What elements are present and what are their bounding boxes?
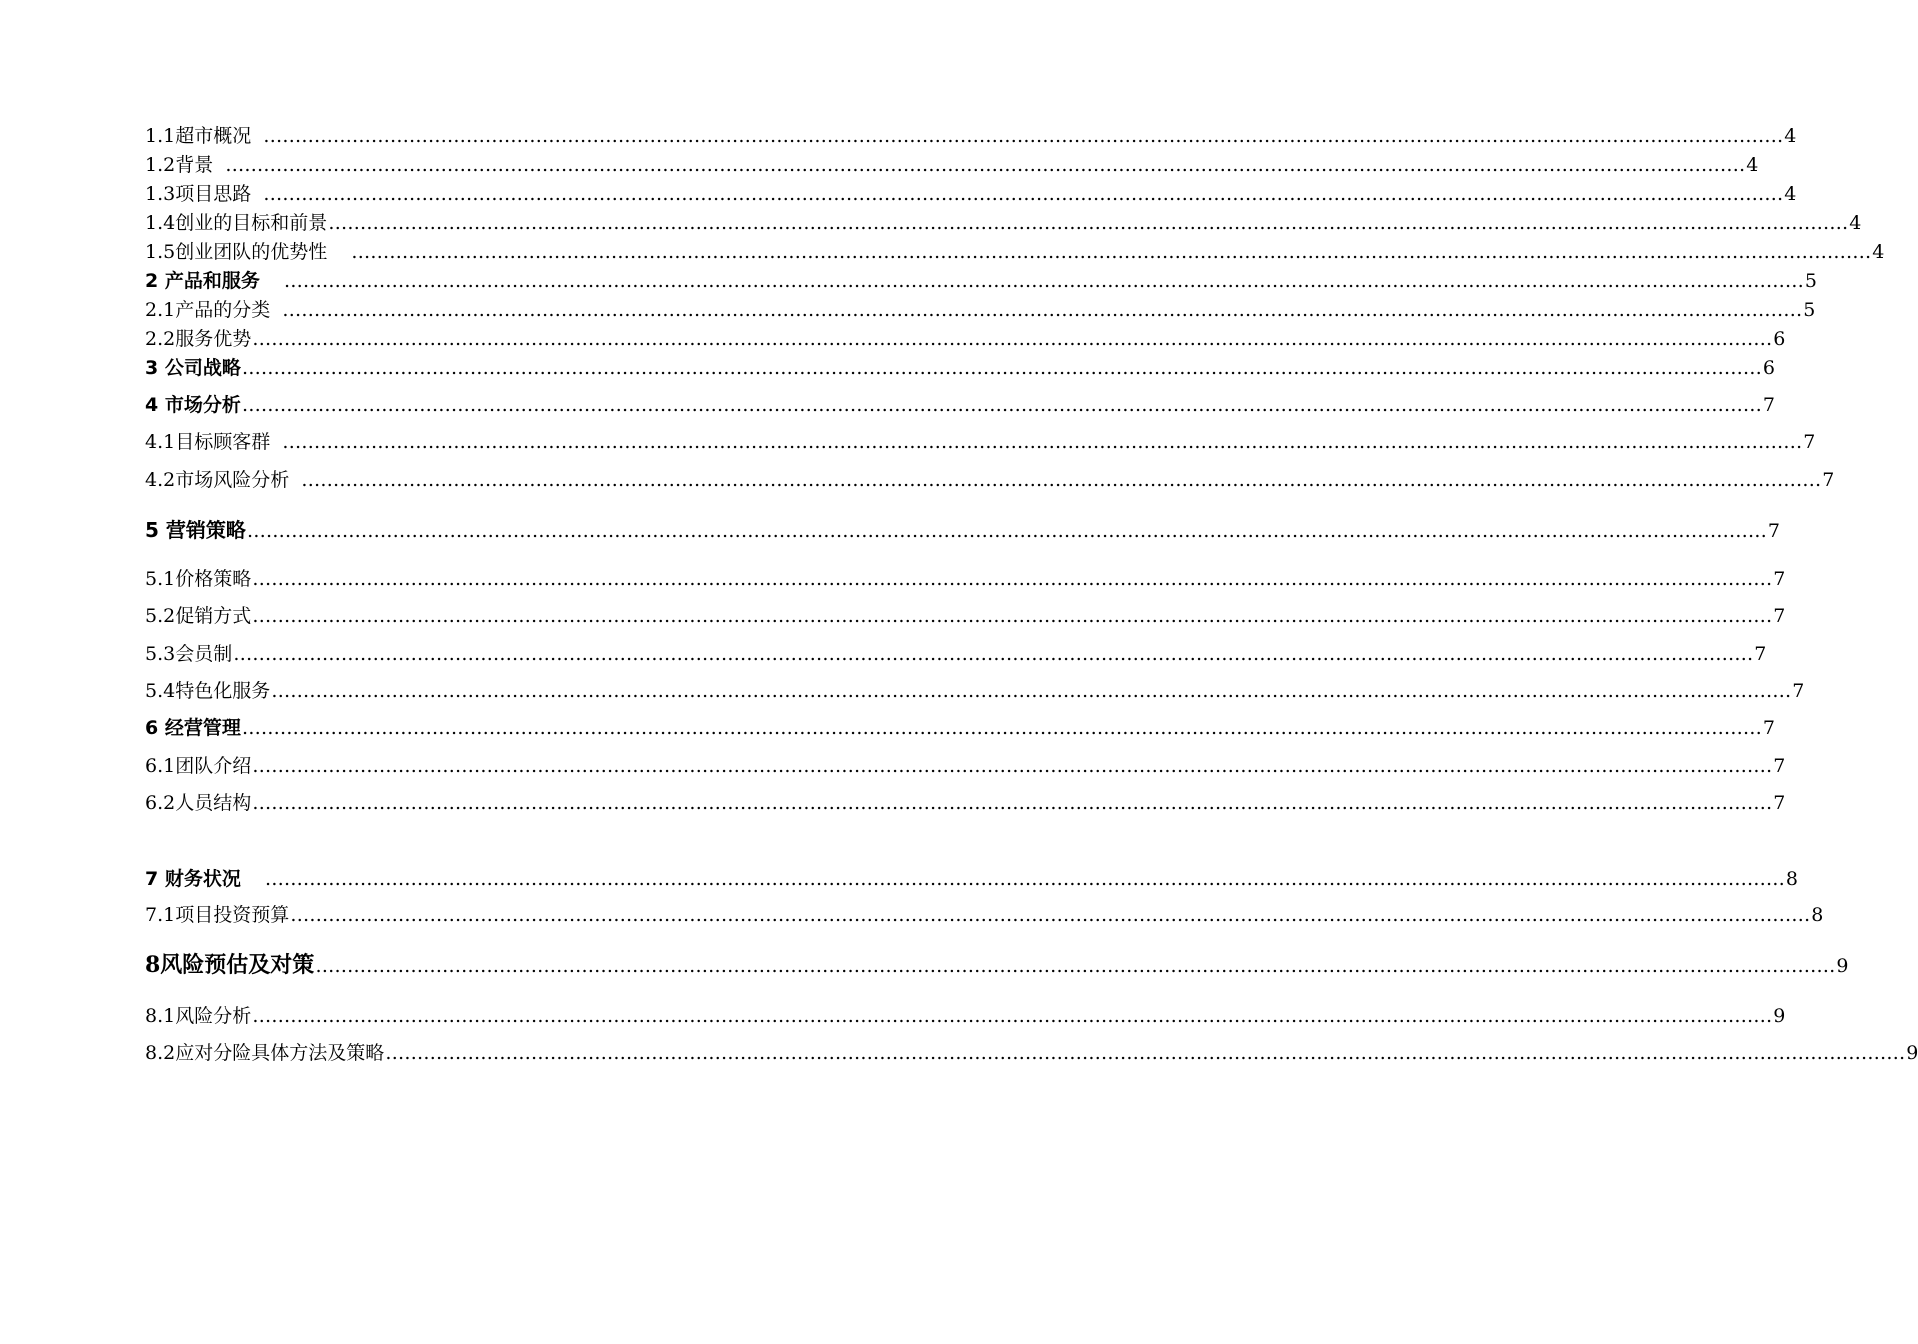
dot-leader: …………………………………………………………………………………………………………………………………………………………………………………………………………………… [283,270,1804,292]
toc-entry-label: 6.2人员结构 [145,792,252,814]
dot-leader: …………………………………………………………………………………………………………………………………………………………………………………………………………………… [241,717,1762,739]
dot-leader: …………………………………………………………………………………………………………………………………………………………………………………………………………………… [252,328,1773,350]
toc-entry-label: 2.2服务优势 [145,328,252,350]
toc-entry-page: 7 [1773,755,1786,777]
toc-entry-page: 7 [1762,717,1775,739]
toc-entry-8[interactable] [145,952,1849,978]
toc-entry-page: 4 [1784,125,1797,147]
toc-entry-label: 3 公司战略 [145,357,241,379]
toc-entry-label: 1.4创业的目标和前景 [145,212,328,234]
dot-leader: …………………………………………………………………………………………………………………………………………………………………………………………………………………… [385,1042,1906,1064]
dot-leader: …………………………………………………………………………………………………………………………………………………………………………………………………………………… [263,183,1784,205]
toc-entry-page: 7 [1792,680,1805,702]
toc-entry-page: 5 [1804,270,1817,292]
toc-entry-1-2[interactable] [145,153,1759,177]
toc-entry-page: 8 [1785,868,1798,890]
toc-entry-5-4[interactable] [145,679,1805,703]
toc-entry-label: 1.5创业团队的优势性 [145,241,328,263]
toc-entry-page: 7 [1754,643,1767,665]
dot-leader: …………………………………………………………………………………………………………………………………………………………………………………………………………………… [282,299,1803,321]
toc-entry-2-2[interactable] [145,327,1786,351]
toc-entry-2[interactable] [145,269,1817,293]
toc-entry-page: 9 [1773,1005,1786,1027]
dot-leader: …………………………………………………………………………………………………………………………………………………………………………………………………………………… [225,154,1746,176]
toc-entry-label: 2 产品和服务 [145,270,260,292]
toc-entry-4-2[interactable] [145,468,1835,492]
toc-entry-label: 8.1风险分析 [145,1005,252,1027]
toc-entry-page: 4 [1784,183,1797,205]
toc-entry-8-1[interactable] [145,1004,1786,1028]
toc-entry-page: 7 [1773,605,1786,627]
toc-entry-2-1[interactable] [145,298,1816,322]
dot-leader: …………………………………………………………………………………………………………………………………………………………………………………………………………………… [252,755,1773,777]
toc-entry-label: 4.2市场风险分析 [145,469,290,491]
dot-leader: …………………………………………………………………………………………………………………………………………………………………………………………………………………… [233,643,1754,665]
toc-entry-page: 6 [1773,328,1786,350]
dot-leader: …………………………………………………………………………………………………………………………………………………………………………………………………………………… [315,955,1836,977]
toc-entry-7[interactable] [145,867,1798,891]
toc-entry-6-2[interactable] [145,791,1786,815]
dot-leader: …………………………………………………………………………………………………………………………………………………………………………………………………………………… [263,125,1784,147]
toc-entry-5-2[interactable] [145,604,1786,628]
toc-entry-1-3[interactable] [145,182,1797,206]
dot-leader: …………………………………………………………………………………………………………………………………………………………………………………………………………………… [301,469,1822,491]
dot-leader: …………………………………………………………………………………………………………………………………………………………………………………………………………………… [246,520,1767,542]
toc-entry-page: 9 [1836,955,1849,977]
toc-entry-label: 2.1产品的分类 [145,299,271,321]
toc-entry-label: 8.2应对分险具体方法及策略 [145,1042,385,1064]
toc-entry-label: 8风险预估及对策 [145,952,315,978]
toc-entry-5-1[interactable] [145,567,1786,591]
toc-entry-5[interactable] [145,518,1780,542]
dot-leader: …………………………………………………………………………………………………………………………………………………………………………………………………………………… [252,1005,1773,1027]
toc-entry-label: 5.3会员制 [145,643,233,665]
dot-leader: …………………………………………………………………………………………………………………………………………………………………………………………………………………… [252,605,1773,627]
dot-leader: …………………………………………………………………………………………………………………………………………………………………………………………………………………… [252,568,1773,590]
toc-entry-label: 5.4特色化服务 [145,680,271,702]
dot-leader: …………………………………………………………………………………………………………………………………………………………………………………………………………………… [252,792,1773,814]
toc-entry-page: 4 [1872,241,1885,263]
toc-entry-label: 5.2促销方式 [145,605,252,627]
toc-entry-page: 4 [1849,212,1862,234]
dot-leader: …………………………………………………………………………………………………………………………………………………………………………………………………………………… [282,431,1803,453]
toc-entry-label: 6 经营管理 [145,717,241,739]
toc-entry-page: 7 [1767,520,1780,542]
toc-entry-7-1[interactable] [145,903,1824,927]
dot-leader: …………………………………………………………………………………………………………………………………………………………………………………………………………………… [264,868,1785,890]
toc-entry-5-3[interactable] [145,642,1767,666]
toc-entry-1-5[interactable] [145,240,1885,264]
toc-entry-1-1[interactable] [145,124,1797,148]
dot-leader: …………………………………………………………………………………………………………………………………………………………………………………………………………………… [241,357,1762,379]
toc-entry-label: 4.1目标顾客群 [145,431,271,453]
toc-entry-4-1[interactable] [145,430,1816,454]
toc-entry-page: 8 [1811,904,1824,926]
toc-entry-8-2[interactable] [145,1041,1918,1065]
dot-leader: …………………………………………………………………………………………………………………………………………………………………………………………………………………… [241,394,1762,416]
toc-entry-label: 1.3项目思路 [145,183,252,205]
toc-entry-6-1[interactable] [145,754,1786,778]
dot-leader: …………………………………………………………………………………………………………………………………………………………………………………………………………………… [290,904,1811,926]
toc-entry-page: 7 [1822,469,1835,491]
toc-entry-page: 7 [1762,394,1775,416]
toc-entry-label: 5 营销策略 [145,518,246,542]
toc-entry-label: 7 财务状况 [145,868,241,890]
toc-entry-1-4[interactable] [145,211,1862,235]
toc-entry-3[interactable] [145,356,1775,380]
toc-entry-page: 6 [1762,357,1775,379]
dot-leader: …………………………………………………………………………………………………………………………………………………………………………………………………………………… [328,212,1849,234]
toc-entry-4[interactable] [145,393,1775,417]
toc-entry-label: 6.1团队介绍 [145,755,252,777]
toc-entry-label: 7.1项目投资预算 [145,904,290,926]
toc-entry-label: 1.2背景 [145,154,214,176]
toc-entry-page: 7 [1773,792,1786,814]
toc-entry-label: 5.1价格策略 [145,568,252,590]
toc-entry-page: 5 [1803,299,1816,321]
toc-entry-page: 9 [1906,1042,1918,1064]
toc-entry-page: 7 [1803,431,1816,453]
toc-entry-6[interactable] [145,716,1775,740]
toc-entry-label: 4 市场分析 [145,394,241,416]
toc-entry-page: 7 [1773,568,1786,590]
dot-leader: …………………………………………………………………………………………………………………………………………………………………………………………………………………… [271,680,1792,702]
dot-leader: …………………………………………………………………………………………………………………………………………………………………………………………………………………… [351,241,1872,263]
toc-entry-label: 1.1超市概况 [145,125,252,147]
toc-entry-page: 4 [1746,154,1759,176]
